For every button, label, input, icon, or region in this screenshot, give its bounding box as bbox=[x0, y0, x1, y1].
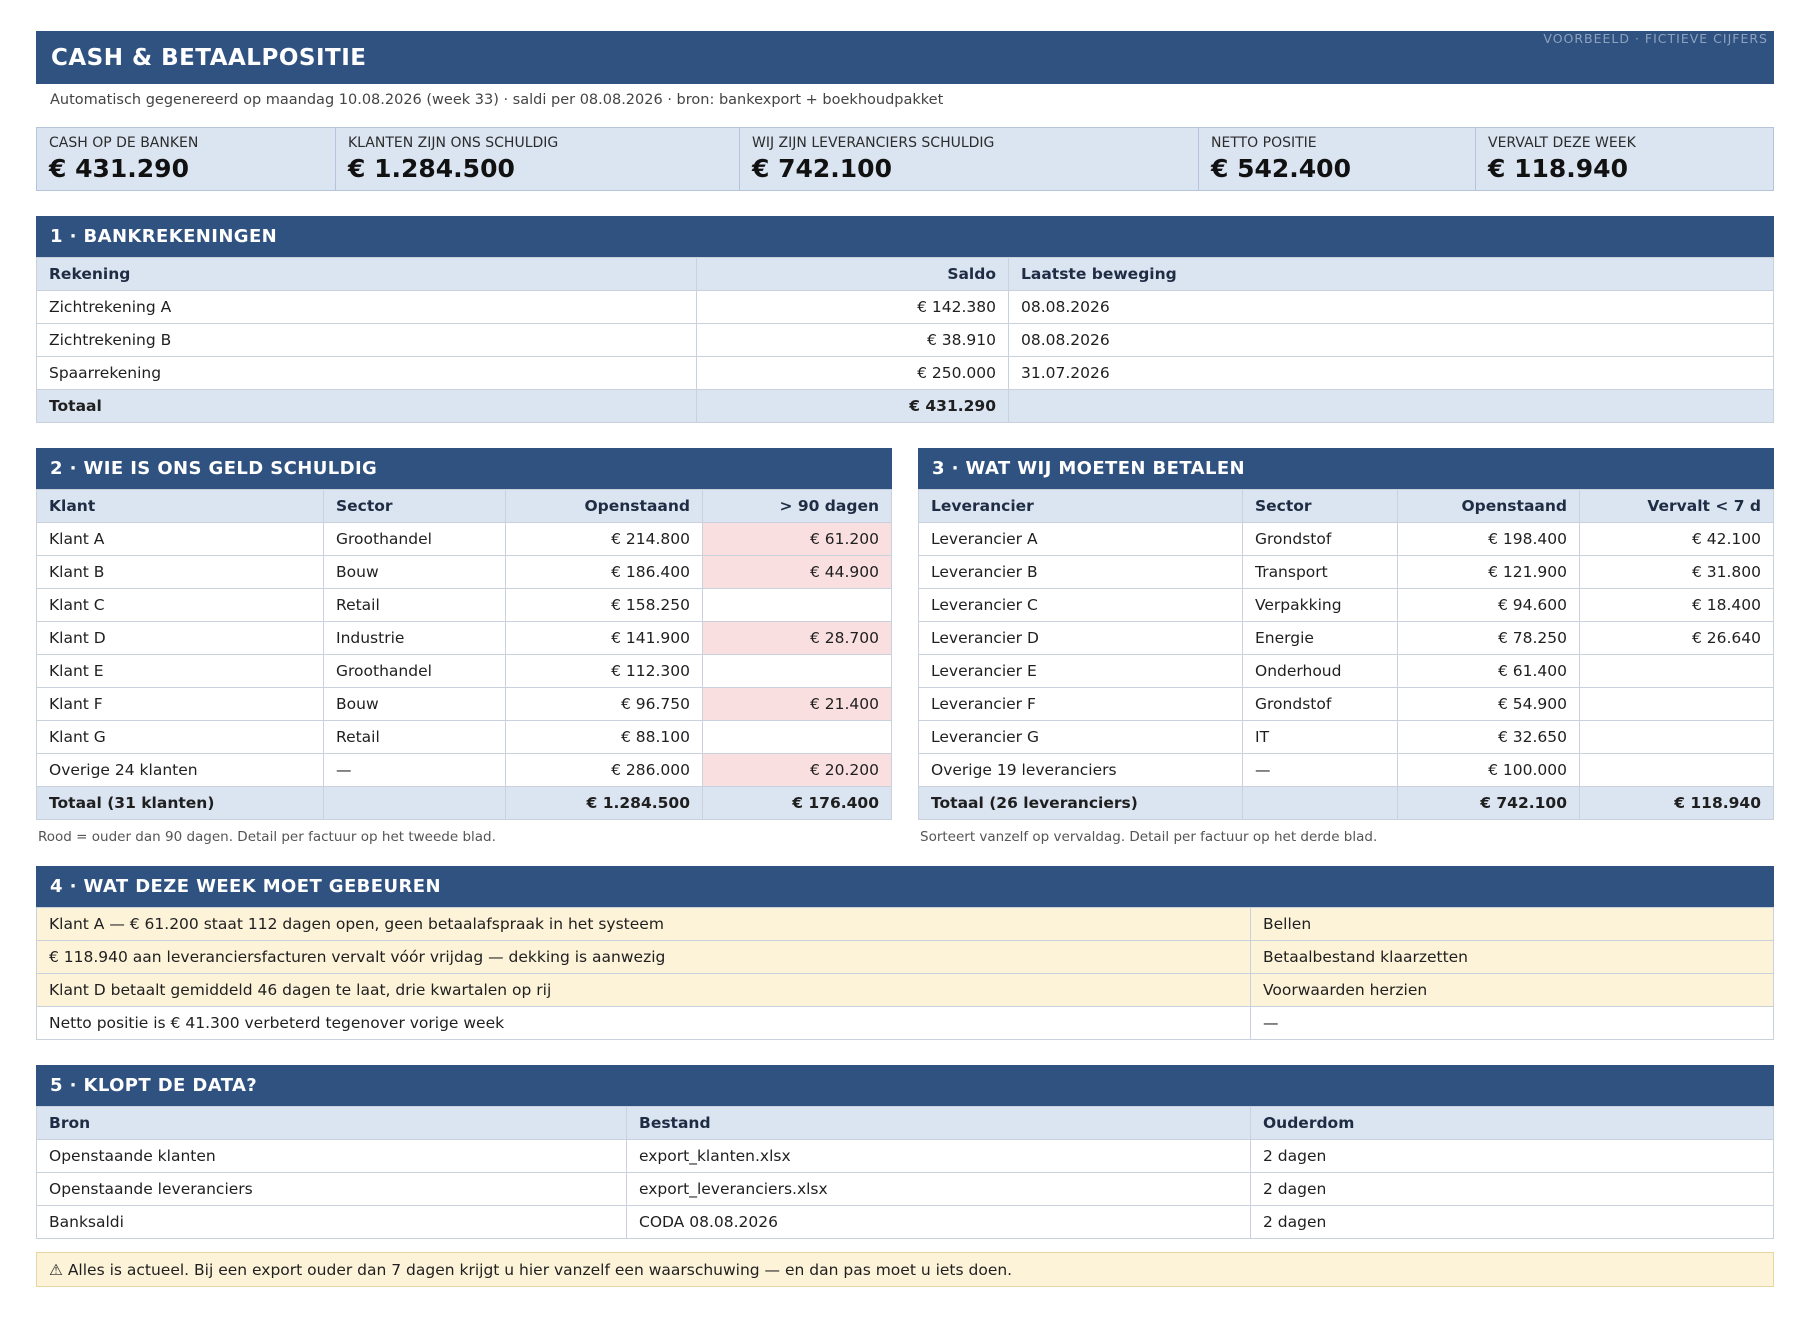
table-cell: € 186.400 bbox=[506, 556, 703, 589]
table-row bbox=[37, 1173, 1774, 1206]
table-cell: Totaal bbox=[37, 390, 697, 423]
table-cell: € 100.000 bbox=[1398, 754, 1580, 787]
table-cell: Klant F bbox=[37, 688, 324, 721]
table-cell: € 118.940 aan leveranciersfacturen vervalt vóór vrijdag — dekking is aanwezig bbox=[37, 941, 1251, 974]
table-cell: Banksaldi bbox=[37, 1206, 627, 1239]
table-row bbox=[37, 688, 892, 721]
action-row bbox=[37, 941, 1774, 974]
table-cell: € 38.910 bbox=[697, 324, 1009, 357]
column-header: Bestand bbox=[627, 1107, 1251, 1140]
column-header: Openstaand bbox=[506, 490, 703, 523]
table-cell: Totaal (31 klanten) bbox=[37, 787, 324, 820]
kpi-cash bbox=[37, 128, 336, 190]
table-cell: 08.08.2026 bbox=[1009, 291, 1774, 324]
table-row bbox=[37, 357, 1774, 390]
page-title: CASH & BETAALPOSITIE bbox=[51, 44, 367, 71]
table-cell: € 431.290 bbox=[697, 390, 1009, 423]
data-check-section bbox=[36, 1065, 1774, 1287]
table-cell: Energie bbox=[1243, 622, 1398, 655]
table-row bbox=[37, 556, 892, 589]
table-cell: export_leveranciers.xlsx bbox=[627, 1173, 1251, 1206]
table-cell bbox=[1580, 754, 1774, 787]
column-header: > 90 dagen bbox=[703, 490, 892, 523]
receivables-payables-row bbox=[36, 448, 1774, 851]
table-cell: Leverancier F bbox=[919, 688, 1243, 721]
section-header: 2 · WIE IS ONS GELD SCHULDIG bbox=[36, 448, 892, 489]
table-cell: € 26.640 bbox=[1580, 622, 1774, 655]
table-cell: — bbox=[1251, 1007, 1774, 1040]
kpi-label: VERVALT DEZE WEEK bbox=[1488, 135, 1636, 151]
data-freshness-warning: ⚠ Alles is actueel. Bij een export ouder dan 7 dagen krijgt u hier vanzelf een waarschuwing — en dan pas moet u iets doen. bbox=[36, 1252, 1774, 1287]
table-header-row bbox=[37, 490, 892, 523]
table-cell: € 118.940 bbox=[1580, 787, 1774, 820]
table-row bbox=[919, 754, 1774, 787]
action-row bbox=[37, 974, 1774, 1007]
table-cell: Grondstof bbox=[1243, 688, 1398, 721]
table-cell: Klant D bbox=[37, 622, 324, 655]
table-row bbox=[37, 1206, 1774, 1239]
payables-table bbox=[918, 489, 1774, 820]
table-cell: Klant C bbox=[37, 589, 324, 622]
table-cell: Zichtrekening B bbox=[37, 324, 697, 357]
column-header: Saldo bbox=[697, 258, 1009, 291]
table-cell: Leverancier C bbox=[919, 589, 1243, 622]
kpi-payables bbox=[740, 128, 1199, 190]
kpi-label: NETTO POSITIE bbox=[1211, 135, 1317, 151]
table-cell: € 176.400 bbox=[703, 787, 892, 820]
table-cell: Retail bbox=[324, 589, 506, 622]
actions-table bbox=[36, 907, 1774, 1040]
column-header: Klant bbox=[37, 490, 324, 523]
section-header: 3 · WAT WIJ MOETEN BETALEN bbox=[918, 448, 1774, 489]
table-cell: € 61.400 bbox=[1398, 655, 1580, 688]
table-row bbox=[919, 688, 1774, 721]
table-cell: € 214.800 bbox=[506, 523, 703, 556]
column-header: Ouderdom bbox=[1251, 1107, 1774, 1140]
column-header: Vervalt < 7 d bbox=[1580, 490, 1774, 523]
table-cell: € 250.000 bbox=[697, 357, 1009, 390]
table-cell: Leverancier D bbox=[919, 622, 1243, 655]
column-header: Laatste beweging bbox=[1009, 258, 1774, 291]
table-row bbox=[37, 291, 1774, 324]
table-cell: Bouw bbox=[324, 688, 506, 721]
table-cell: Bellen bbox=[1251, 908, 1774, 941]
table-cell: € 112.300 bbox=[506, 655, 703, 688]
table-cell: € 141.900 bbox=[506, 622, 703, 655]
table-cell: Zichtrekening A bbox=[37, 291, 697, 324]
column-header: Rekening bbox=[37, 258, 697, 291]
table-cell bbox=[703, 655, 892, 688]
payables-section bbox=[918, 448, 1774, 851]
table-row bbox=[919, 655, 1774, 688]
table-cell: Overige 24 klanten bbox=[37, 754, 324, 787]
table-cell: Klant D betaalt gemiddeld 46 dagen te laat, drie kwartalen op rij bbox=[37, 974, 1251, 1007]
table-cell bbox=[1580, 655, 1774, 688]
table-cell: Netto positie is € 41.300 verbeterd tegenover vorige week bbox=[37, 1007, 1251, 1040]
table-cell bbox=[1009, 390, 1774, 423]
kpi-value: € 431.290 bbox=[49, 154, 189, 183]
table-cell: Klant A — € 61.200 staat 112 dagen open, geen betaalafspraak in het systeem bbox=[37, 908, 1251, 941]
payables-note: Sorteert vanzelf op vervaldag. Detail per factuur op het derde blad. bbox=[920, 829, 1378, 845]
table-cell bbox=[1580, 721, 1774, 754]
table-row bbox=[919, 523, 1774, 556]
table-row bbox=[37, 721, 892, 754]
table-cell: Leverancier G bbox=[919, 721, 1243, 754]
kpi-net-position bbox=[1199, 128, 1476, 190]
table-row bbox=[37, 1140, 1774, 1173]
table-cell: Leverancier B bbox=[919, 556, 1243, 589]
table-cell: € 18.400 bbox=[1580, 589, 1774, 622]
table-cell: € 198.400 bbox=[1398, 523, 1580, 556]
table-cell: 2 dagen bbox=[1251, 1206, 1774, 1239]
kpi-label: CASH OP DE BANKEN bbox=[49, 135, 199, 151]
table-cell: € 44.900 bbox=[703, 556, 892, 589]
table-row bbox=[37, 622, 892, 655]
total-row bbox=[37, 787, 892, 820]
table-row bbox=[919, 622, 1774, 655]
kpi-value: € 742.100 bbox=[752, 154, 892, 183]
report-title-bar bbox=[36, 31, 1774, 84]
table-cell: Klant B bbox=[37, 556, 324, 589]
table-cell: Transport bbox=[1243, 556, 1398, 589]
table-cell: 2 dagen bbox=[1251, 1140, 1774, 1173]
kpi-strip bbox=[36, 127, 1774, 191]
table-cell: € 142.380 bbox=[697, 291, 1009, 324]
table-header-row bbox=[919, 490, 1774, 523]
table-cell: Leverancier E bbox=[919, 655, 1243, 688]
table-cell: 2 dagen bbox=[1251, 1173, 1774, 1206]
table-cell: Leverancier A bbox=[919, 523, 1243, 556]
table-cell: € 286.000 bbox=[506, 754, 703, 787]
table-row bbox=[37, 754, 892, 787]
table-cell: € 94.600 bbox=[1398, 589, 1580, 622]
kpi-value: € 1.284.500 bbox=[348, 154, 515, 183]
report-subtitle: Automatisch gegenereerd op maandag 10.08.2026 (week 33) · saldi per 08.08.2026 · bron: bankexport + boekhoudpakket bbox=[50, 92, 944, 108]
table-cell bbox=[703, 589, 892, 622]
section-header: 5 · KLOPT DE DATA? bbox=[36, 1065, 1774, 1106]
kpi-label: KLANTEN ZIJN ONS SCHULDIG bbox=[348, 135, 559, 151]
kpi-due-this-week bbox=[1476, 128, 1773, 190]
table-cell: € 158.250 bbox=[506, 589, 703, 622]
table-cell bbox=[1580, 688, 1774, 721]
table-cell: € 742.100 bbox=[1398, 787, 1580, 820]
table-cell: Verpakking bbox=[1243, 589, 1398, 622]
table-cell bbox=[324, 787, 506, 820]
section-header: 4 · WAT DEZE WEEK MOET GEBEUREN bbox=[36, 866, 1774, 907]
table-row bbox=[37, 655, 892, 688]
table-cell bbox=[1243, 787, 1398, 820]
section-header: 1 · BANKREKENINGEN bbox=[36, 216, 1774, 257]
table-cell: Klant A bbox=[37, 523, 324, 556]
total-row bbox=[37, 390, 1774, 423]
action-row bbox=[37, 908, 1774, 941]
table-cell: € 20.200 bbox=[703, 754, 892, 787]
table-cell: 31.07.2026 bbox=[1009, 357, 1774, 390]
table-header-row bbox=[37, 258, 1774, 291]
table-row bbox=[919, 721, 1774, 754]
table-cell: Klant G bbox=[37, 721, 324, 754]
report-page bbox=[36, 31, 1774, 1287]
action-row bbox=[37, 1007, 1774, 1040]
table-cell: Openstaande klanten bbox=[37, 1140, 627, 1173]
watermark: VOORBEELD · FICTIEVE CIJFERS bbox=[1543, 31, 1768, 46]
table-cell: IT bbox=[1243, 721, 1398, 754]
table-cell: € 32.650 bbox=[1398, 721, 1580, 754]
total-row bbox=[919, 787, 1774, 820]
table-cell bbox=[703, 721, 892, 754]
receivables-table bbox=[36, 489, 892, 820]
table-cell: Totaal (26 leveranciers) bbox=[919, 787, 1243, 820]
table-cell: Grondstof bbox=[1243, 523, 1398, 556]
kpi-label: WIJ ZIJN LEVERANCIERS SCHULDIG bbox=[752, 135, 995, 151]
table-cell: Industrie bbox=[324, 622, 506, 655]
column-header: Bron bbox=[37, 1107, 627, 1140]
table-cell: Voorwaarden herzien bbox=[1251, 974, 1774, 1007]
table-cell: € 121.900 bbox=[1398, 556, 1580, 589]
actions-section bbox=[36, 866, 1774, 1040]
table-cell: Retail bbox=[324, 721, 506, 754]
table-cell: Groothandel bbox=[324, 523, 506, 556]
table-cell: Onderhoud bbox=[1243, 655, 1398, 688]
table-row bbox=[37, 523, 892, 556]
table-cell: Spaarrekening bbox=[37, 357, 697, 390]
bank-accounts-table bbox=[36, 257, 1774, 423]
data-check-table bbox=[36, 1106, 1774, 1239]
column-header: Sector bbox=[324, 490, 506, 523]
table-cell: € 28.700 bbox=[703, 622, 892, 655]
table-cell: € 96.750 bbox=[506, 688, 703, 721]
table-cell: Betaalbestand klaarzetten bbox=[1251, 941, 1774, 974]
table-cell: export_klanten.xlsx bbox=[627, 1140, 1251, 1173]
bank-accounts-section bbox=[36, 216, 1774, 423]
table-cell: € 88.100 bbox=[506, 721, 703, 754]
table-row bbox=[919, 589, 1774, 622]
receivables-note: Rood = ouder dan 90 dagen. Detail per factuur op het tweede blad. bbox=[38, 829, 496, 845]
table-cell: € 31.800 bbox=[1580, 556, 1774, 589]
table-row bbox=[37, 589, 892, 622]
table-cell: Openstaande leveranciers bbox=[37, 1173, 627, 1206]
table-cell: Overige 19 leveranciers bbox=[919, 754, 1243, 787]
column-header: Leverancier bbox=[919, 490, 1243, 523]
kpi-receivables bbox=[336, 128, 740, 190]
column-header: Sector bbox=[1243, 490, 1398, 523]
table-cell: Groothandel bbox=[324, 655, 506, 688]
table-cell: — bbox=[1243, 754, 1398, 787]
receivables-section bbox=[36, 448, 892, 851]
table-cell: 08.08.2026 bbox=[1009, 324, 1774, 357]
table-cell: Klant E bbox=[37, 655, 324, 688]
table-cell: € 54.900 bbox=[1398, 688, 1580, 721]
table-cell: € 61.200 bbox=[703, 523, 892, 556]
table-cell: € 21.400 bbox=[703, 688, 892, 721]
table-row bbox=[919, 556, 1774, 589]
kpi-value: € 118.940 bbox=[1488, 154, 1628, 183]
column-header: Openstaand bbox=[1398, 490, 1580, 523]
table-cell: € 42.100 bbox=[1580, 523, 1774, 556]
kpi-value: € 542.400 bbox=[1211, 154, 1351, 183]
table-cell: € 78.250 bbox=[1398, 622, 1580, 655]
table-cell: CODA 08.08.2026 bbox=[627, 1206, 1251, 1239]
table-cell: € 1.284.500 bbox=[506, 787, 703, 820]
table-cell: — bbox=[324, 754, 506, 787]
table-header-row bbox=[37, 1107, 1774, 1140]
table-cell: Bouw bbox=[324, 556, 506, 589]
table-row bbox=[37, 324, 1774, 357]
